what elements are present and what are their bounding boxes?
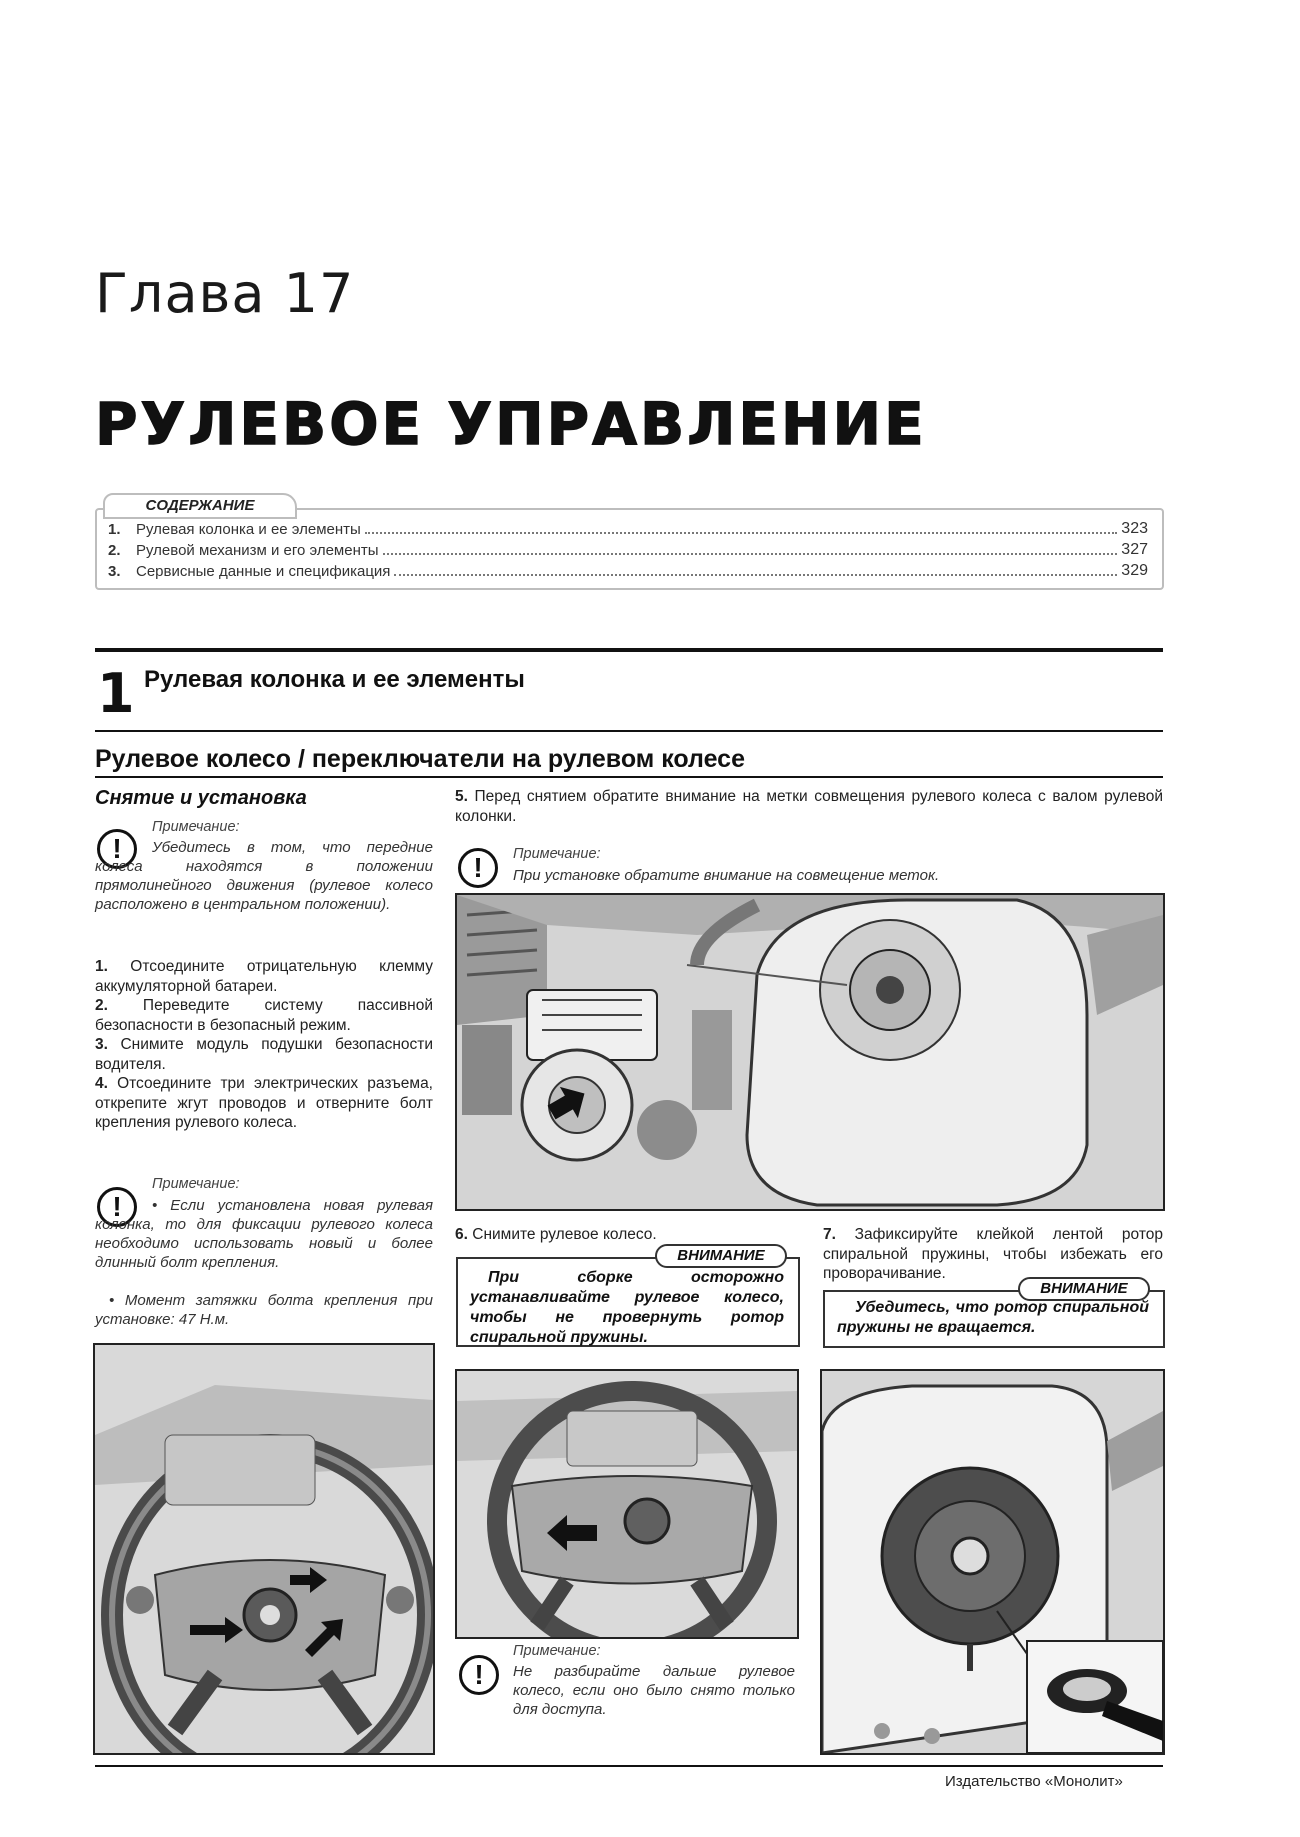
note-text: • Если установлена новая рулевая колонка, то для фиксации рулевого колеса необходимо использовать новый и более длинный болт крепления. xyxy=(95,1197,433,1271)
note-text: Убедитесь в том, что передние колеса находятся в положении прямолинейного движения (рулевое колесо расположено в центральном положении). xyxy=(95,839,433,913)
toc-label: СОДЕРЖАНИЕ xyxy=(103,493,297,519)
clockspring-figure xyxy=(820,1369,1165,1755)
step-number: 7. xyxy=(823,1226,836,1243)
step-list xyxy=(95,957,433,1133)
toc-item[interactable] xyxy=(108,518,1148,538)
toc-item-page: 329 xyxy=(1121,562,1148,579)
exclamation-icon: ! xyxy=(97,829,137,869)
step-7 xyxy=(823,1225,1163,1284)
step-item xyxy=(95,1035,433,1074)
note-text: • Момент затяжки болта крепления при установке: 47 Н.м. xyxy=(95,1292,433,1328)
toc-item-page: 323 xyxy=(1121,520,1148,537)
clockspring-illustration xyxy=(822,1371,1163,1753)
toc-item-number: 3. xyxy=(108,563,121,580)
section-title: Рулевая колонка и ее элементы xyxy=(144,666,525,693)
step-text: Переведите систему пассивной безопасности в безопасный режим. xyxy=(95,997,433,1034)
steering-wheel-illustration xyxy=(95,1345,433,1753)
step-number: 4. xyxy=(95,1075,108,1092)
toc-item-number: 1. xyxy=(108,521,121,538)
step-5 xyxy=(455,787,1163,826)
step-number: 3. xyxy=(95,1036,108,1053)
section-number: 1 xyxy=(97,662,135,725)
toc-item-label: Сервисные данные и спецификация xyxy=(136,563,391,580)
toc-item[interactable] xyxy=(108,539,1148,559)
chapter-title: РУЛЕВОЕ УПРАВЛЕНИЕ xyxy=(95,390,927,458)
warning-text: Убедитесь, что ротор спиральной пружины не вращается. xyxy=(837,1299,1149,1336)
warning-text: При сборке осторожно устанавливайте рулевое колесо, чтобы не провернуть ротор спиральной пружины. xyxy=(470,1269,784,1346)
note-label: Примечание: xyxy=(513,846,601,862)
step-number: 2. xyxy=(95,997,108,1014)
subsection-rule-top xyxy=(95,730,1163,732)
steering-wheel-removal-figure xyxy=(455,1369,799,1639)
note-label: Примечание: xyxy=(152,819,240,835)
toc-leader-dots xyxy=(383,553,1118,555)
step-text: Снимите рулевое колесо. xyxy=(472,1226,657,1243)
step-item xyxy=(95,996,433,1035)
chapter-number: Глава 17 xyxy=(95,262,355,325)
steering-column-illustration xyxy=(457,895,1163,1209)
note-label: Примечание: xyxy=(513,1643,601,1659)
toc-item-label: Рулевая колонка и ее элементы xyxy=(136,521,361,538)
step-number: 5. xyxy=(455,788,468,805)
steering-wheel-removal-illustration xyxy=(457,1371,797,1637)
section-rule xyxy=(95,648,1163,652)
step-text: Снимите модуль подушки безопасности водителя. xyxy=(95,1036,434,1073)
exclamation-icon: ! xyxy=(459,1655,499,1695)
step-text: Перед снятием обратите внимание на метки совмещения рулевого колеса с валом рулевой колонки. xyxy=(455,788,1163,825)
step-item xyxy=(95,1074,433,1133)
subsection-title: Рулевое колесо / переключатели на рулевом колесе xyxy=(95,745,745,773)
toc-item-page: 327 xyxy=(1121,541,1148,558)
note-text: При установке обратите внимание на совмещение меток. xyxy=(513,867,940,884)
procedure-heading: Снятие и установка xyxy=(95,787,307,809)
toc-item-label: Рулевой механизм и его элементы xyxy=(136,542,379,559)
step-text: Зафиксируйте клейкой лентой ротор спиральной пружины, чтобы избежать его проворачивание. xyxy=(823,1226,1163,1282)
toc-leader-dots xyxy=(394,574,1117,576)
step-number: 1. xyxy=(95,958,108,975)
subsection-rule-bottom xyxy=(95,776,1163,778)
step-6 xyxy=(455,1225,785,1245)
steering-wheel-figure xyxy=(93,1343,435,1755)
exclamation-icon: ! xyxy=(97,1187,137,1227)
step-text: Отсоедините три электрических разъема, открепите жгут проводов и отверните болт крепления рулевого колеса. xyxy=(95,1075,433,1131)
steering-column-figure xyxy=(455,893,1165,1211)
toc-item-number: 2. xyxy=(108,542,121,559)
step-item xyxy=(95,957,433,996)
toc-item[interactable] xyxy=(108,560,1148,580)
step-text: Отсоедините отрицательную клемму аккумуляторной батареи. xyxy=(95,958,433,995)
exclamation-icon: ! xyxy=(458,848,498,888)
footer-rule xyxy=(95,1765,1163,1767)
step-number: 6. xyxy=(455,1226,468,1243)
note-label: Примечание: xyxy=(152,1176,240,1192)
publisher-footer: Издательство «Монолит» xyxy=(945,1773,1123,1790)
warning-label: ВНИМАНИЕ xyxy=(655,1244,787,1268)
toc-leader-dots xyxy=(365,532,1117,534)
warning-label: ВНИМАНИЕ xyxy=(1018,1277,1150,1301)
note-text: Не разбирайте дальше рулевое колесо, если оно было снято только для доступа. xyxy=(513,1663,795,1718)
